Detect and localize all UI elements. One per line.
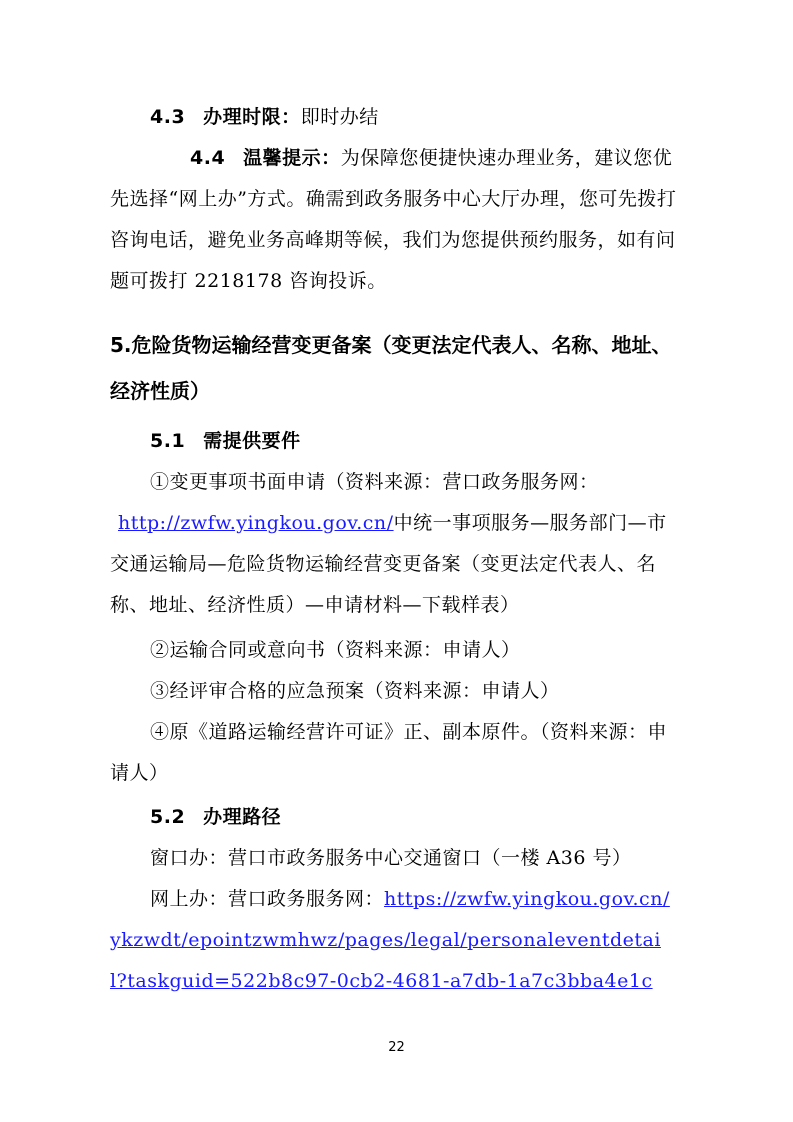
section-label: 需提供要件	[203, 430, 301, 452]
section-number: 4.3	[150, 106, 186, 128]
requirement-item-2: ②运输合同或意向书（资料来源：申请人）	[150, 639, 521, 661]
section-5-2-title	[110, 797, 718, 838]
section-5-heading: 5.危险货物运输经营变更备案（变更法定代表人、名称、地址、经济性质）	[110, 333, 672, 403]
requirement-item-1	[110, 462, 678, 626]
online-service-text: 网上办：营口政务服务网：	[150, 888, 385, 910]
section-number: 4.4	[190, 147, 226, 169]
requirement-item-4	[110, 712, 678, 794]
item-text: ①变更事项书面申请（资料来源：营口政务服务网：	[150, 471, 599, 493]
window-service-text: 窗口办：营口市政务服务中心交通窗口（一楼 A36 号）	[150, 847, 632, 869]
item-text: 中统一事项服务—服务部门—市交通运输局—危险货物运输经营变更备案（变更法定代表人、名称、地址、经济性质）—申请材料—下载样表）	[110, 512, 667, 616]
section-5-1-title	[110, 421, 718, 462]
online-service-link[interactable]: https://zwfw.yingkou.gov.cn/ykzwdt/epointzwmhwz/pages/legal/personaleventdetail?taskguid=522b8c97-0cb2-4681-a7db-1a7c3bba4e1c	[110, 888, 670, 992]
page-number: 22	[388, 1040, 405, 1055]
section-text: 为保障您便捷快速办理业务，建议您优先选择“网上办”方式。确需到政务服务中心大厅办理，您可先拨打咨询电话，避免业务高峰期等候，我们为您提供预约服务，如有问题可拨打 2218178 咨询投诉。	[110, 147, 677, 292]
section-number: 5.2	[150, 806, 186, 828]
section-4-4	[110, 138, 678, 302]
online-service	[110, 879, 678, 1002]
section-label: 办理时限：	[203, 106, 301, 128]
requirement-item-3: ③经评审合格的应急预案（资料来源：申请人）	[150, 680, 560, 702]
portal-link[interactable]: http://zwfw.yingkou.gov.cn/	[118, 512, 394, 534]
item-text: ④原《道路运输经营许可证》正、副本原件。（资料来源：申请人）	[110, 721, 668, 784]
section-number: 5.1	[150, 430, 186, 452]
section-label: 办理路径	[203, 806, 282, 828]
section-4-3	[110, 97, 718, 138]
section-label: 温馨提示：	[243, 147, 341, 169]
section-text: 即时办结	[300, 106, 379, 128]
